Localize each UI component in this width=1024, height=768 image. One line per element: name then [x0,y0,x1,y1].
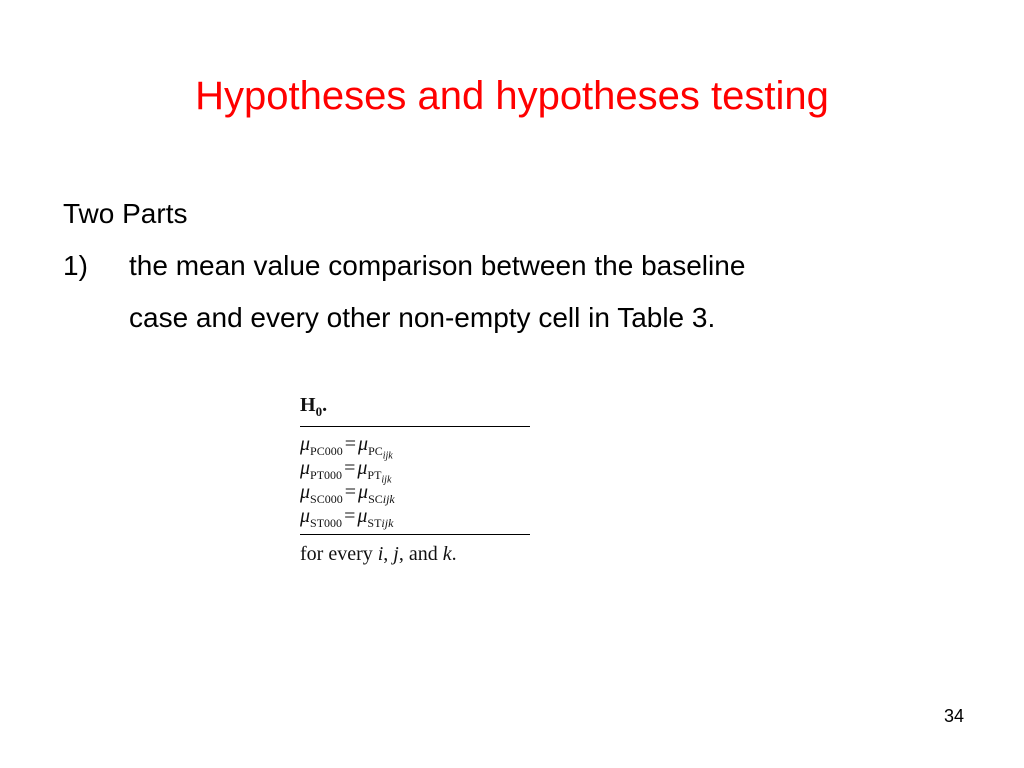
equation-row: $\mu_{PT000} = \mu_{PT_{ijk}}$ [300,457,392,486]
hypothesis-table-image [300,388,530,566]
hypothesis-heading: $H_0$. [300,394,328,419]
slide-body [63,188,745,344]
list-item-text [129,240,745,344]
list-item-line-2: case and every other non-empty cell in Table 3. [129,302,716,333]
list-item-line-1: the mean value comparison between the baseline [129,250,746,281]
intro-line: Two Parts [63,198,188,229]
list-item-number: 1) [63,250,88,281]
equation-list [300,427,530,534]
equation-row: $\mu_{SC000} = \mu_{SCijk}$ [300,481,395,506]
page-number: 34 [943,706,964,726]
list-item-1 [63,240,745,344]
slide-title: Hypotheses and hypotheses testing [195,74,829,118]
hypothesis-footer: for every i, j, and k. [300,543,457,565]
equation-row: $\mu_{PC000} = \mu_{PC_{ijk}}$ [300,433,393,462]
equation-row: $\mu_{ST000} = \mu_{STijk}$ [300,505,394,530]
